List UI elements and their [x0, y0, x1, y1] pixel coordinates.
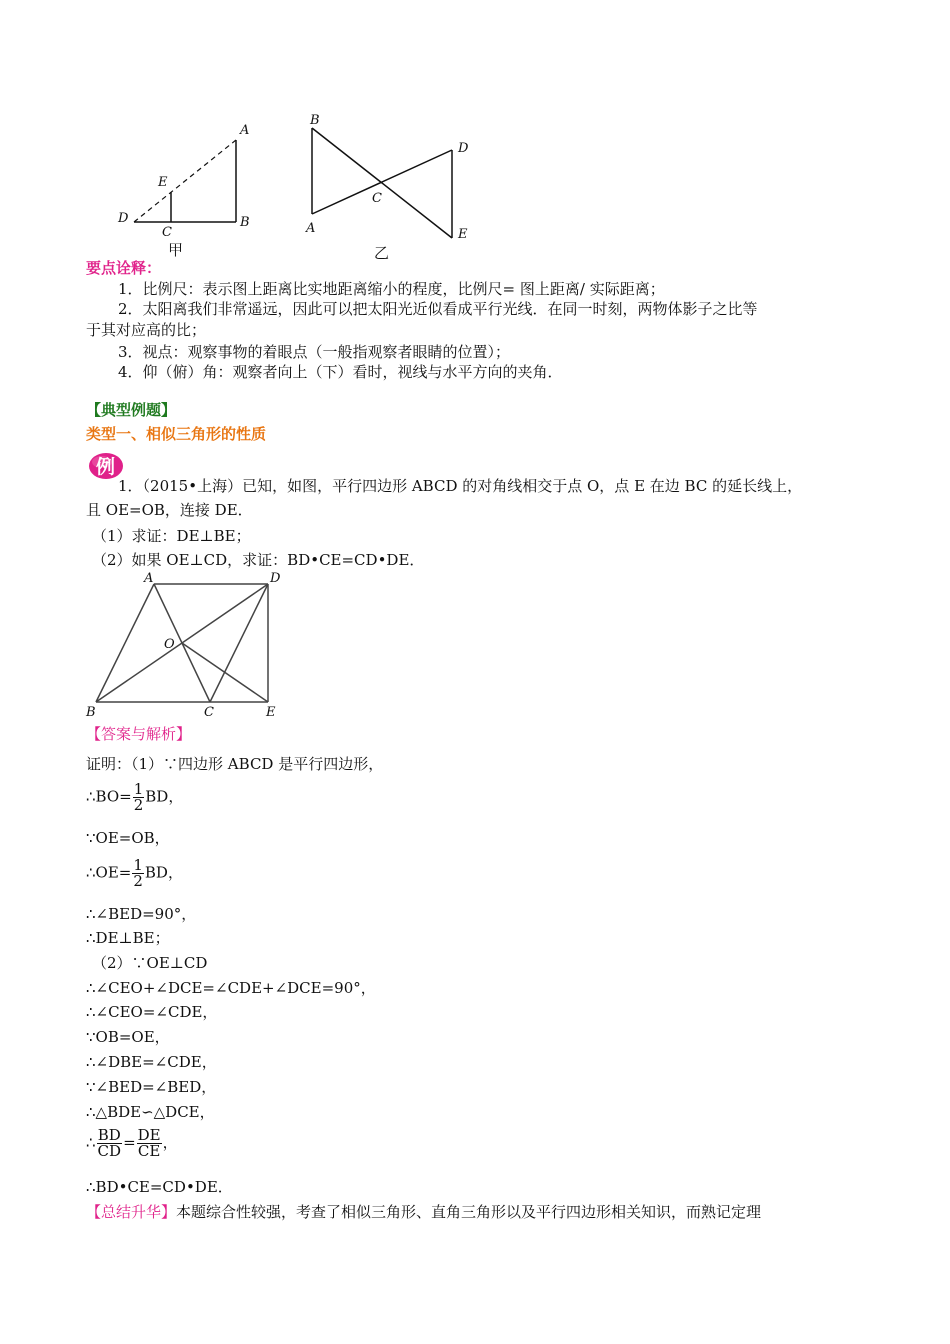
summary-label: 【总结升华】 — [86, 1203, 177, 1221]
key-point-2: 2．太阳离我们非常遥远，因此可以把太阳光近似看成平行光线．在同一时刻，两物体影子之比等 — [118, 300, 758, 318]
solution-step-11: ∴∠DBE=∠CDE， — [86, 1053, 217, 1071]
solution-step-7: （2）∵OE⊥CD — [92, 954, 208, 972]
step-4-prefix: ∴OE= — [86, 863, 132, 882]
figure-example — [82, 570, 292, 722]
step-14-suffix: ， — [162, 1133, 178, 1152]
equals-sign: = — [123, 1133, 136, 1152]
problem-q1: （1）求证：DE⊥BE； — [92, 527, 251, 545]
solution-step-14 — [86, 1128, 178, 1159]
fraction-denominator: 2 — [133, 872, 143, 890]
label-a: A — [240, 123, 250, 138]
label-d: D — [458, 141, 469, 156]
step-2-prefix: ∴BO= — [86, 787, 132, 806]
step-2-suffix: BD， — [145, 787, 184, 806]
label-a: A — [144, 571, 154, 586]
label-e: E — [158, 175, 168, 190]
fraction-bd-cd — [97, 1128, 123, 1159]
label-b: B — [310, 113, 320, 128]
example-badge-text: 例 — [96, 456, 116, 478]
label-c: C — [204, 705, 214, 720]
solution-step-8: ∴∠CEO+∠DCE=∠CDE+∠DCE=90°， — [86, 979, 376, 997]
segment-ab — [96, 584, 154, 702]
solution-step-12: ∵∠BED=∠BED， — [86, 1078, 217, 1096]
summary-text: 本题综合性较强，考查了相似三角形、直角三角形以及平行四边形相关知识，而熟记定理 — [176, 1203, 762, 1221]
fraction-numerator: 1 — [133, 780, 144, 798]
label-e: E — [458, 227, 468, 242]
fraction-half — [133, 782, 145, 813]
label-b: B — [240, 215, 250, 230]
solution-step-2 — [86, 782, 183, 813]
label-b: B — [86, 705, 96, 720]
solution-step-4 — [86, 858, 183, 889]
key-points-heading: 要点诠释： — [86, 259, 162, 277]
solution-step-6: ∴DE⊥BE； — [86, 929, 170, 947]
solution-step-1: 证明：（1）∵四边形 ABCD 是平行四边形， — [86, 755, 384, 773]
section-title: 【典型例题】 — [86, 401, 177, 419]
fraction-denominator: 2 — [133, 796, 144, 814]
solution-step-9: ∴∠CEO=∠CDE， — [86, 1003, 218, 1021]
figure-jia — [110, 118, 270, 258]
label-d: D — [270, 571, 281, 586]
key-point-1: 1．比例尺：表示图上距离比实地距离缩小的程度，比例尺= 图上距离/ 实际距离； — [118, 280, 665, 298]
problem-q2: （2）如果 OE⊥CD，求证：BD•CE=CD•DE． — [92, 551, 425, 569]
fraction-numerator: BD — [97, 1126, 121, 1144]
fraction-denominator: CD — [97, 1142, 122, 1160]
segment-be — [312, 128, 452, 238]
solution-step-5: ∴∠BED=90°， — [86, 905, 197, 923]
label-d: D — [118, 211, 129, 226]
caption-jia: 甲 — [168, 241, 184, 258]
segment-dc — [210, 584, 268, 702]
segment-ad — [312, 150, 452, 214]
fraction-numerator: DE — [137, 1126, 161, 1144]
key-point-4: 4．仰（俯）角：观察者向上（下）看时，视线与水平方向的夹角． — [118, 363, 563, 381]
problem-line-1: 1．（2015•上海）已知，如图，平行四边形 ABCD 的对角线相交于点 O，点 E 在边 BC 的延长线上， — [118, 477, 803, 495]
caption-yi: 乙 — [374, 244, 390, 262]
label-c: C — [372, 191, 382, 206]
solution-step-13: ∴△BDE∽△DCE， — [86, 1103, 215, 1121]
solution-heading: 【答案与解析】 — [86, 725, 192, 743]
dashed-line-da — [134, 140, 236, 222]
solution-step-10: ∵OB=OE， — [86, 1028, 170, 1046]
fraction-denominator: CE — [137, 1142, 161, 1160]
solution-step-15: ∴BD•CE=CD•DE． — [86, 1178, 233, 1196]
label-a: A — [306, 221, 316, 236]
fraction-numerator: 1 — [133, 856, 143, 874]
step-4-suffix: BD， — [144, 863, 183, 882]
label-e: E — [266, 705, 276, 720]
summary-line — [86, 1202, 761, 1222]
figure-yi — [298, 110, 478, 265]
problem-line-2: 且 OE=OB，连接 DE． — [86, 501, 253, 519]
label-o: O — [164, 637, 175, 652]
fraction-de-ce — [137, 1128, 162, 1159]
step-14-prefix: ∴ — [86, 1133, 96, 1152]
key-point-2-cont: 于其对应高的比； — [86, 321, 207, 339]
key-point-3: 3．视点：观察事物的着眼点（一般指观察者眼睛的位置）； — [118, 343, 511, 361]
solution-step-3: ∵OE=OB， — [86, 829, 170, 847]
fraction-half — [132, 858, 144, 889]
segment-oe — [182, 643, 268, 702]
label-c: C — [162, 225, 172, 240]
type-title: 类型一、相似三角形的性质 — [86, 425, 267, 443]
